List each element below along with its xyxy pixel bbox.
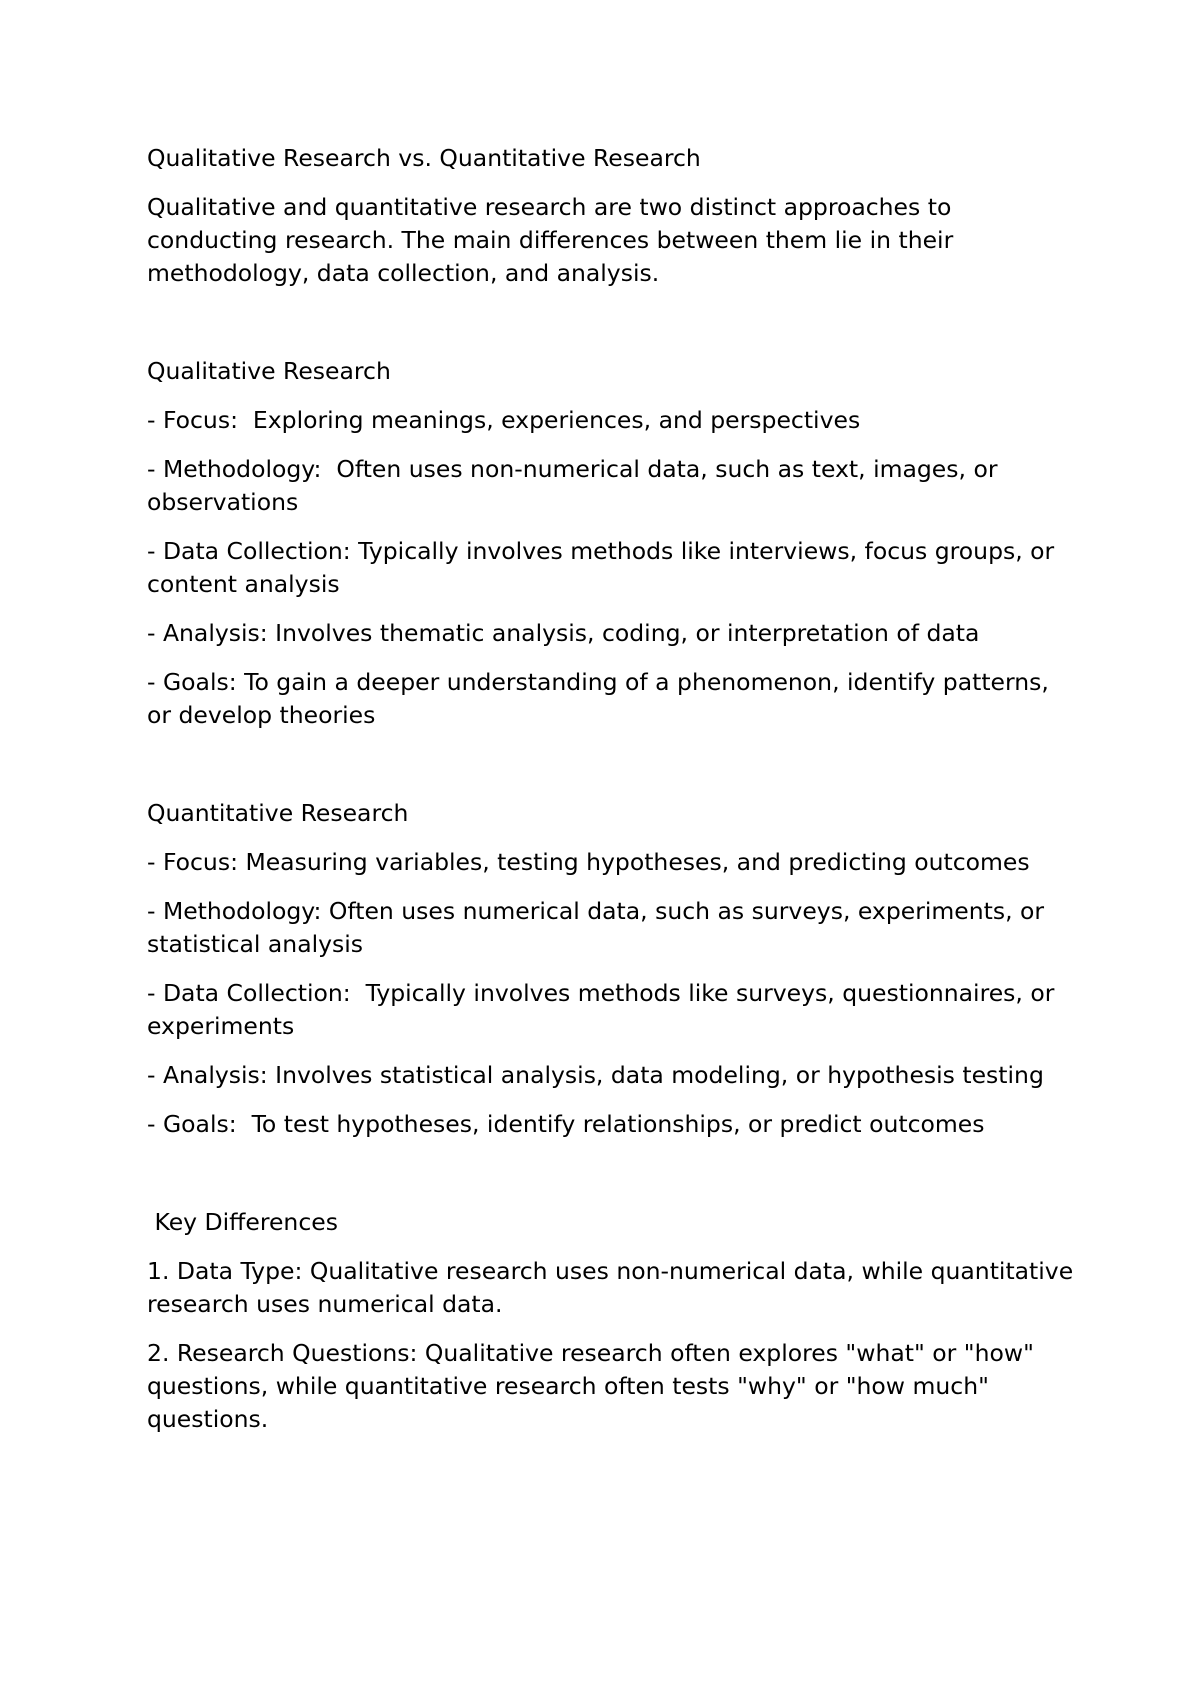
qualitative-methodology: - Methodology: Often uses non-numerical data, such as text, images, or observations — [147, 455, 1005, 516]
quantitative-analysis: - Analysis: Involves statistical analysis, data modeling, or hypothesis testing — [147, 1061, 1044, 1089]
quantitative-heading: Quantitative Research — [147, 799, 409, 827]
differences-heading: Key Differences — [147, 1208, 338, 1236]
quantitative-goals: - Goals: To test hypotheses, identify relationships, or predict outcomes — [147, 1110, 985, 1138]
document-page — [147, 142, 1081, 1452]
spacer — [147, 306, 1077, 355]
quantitative-methodology: - Methodology: Often uses numerical data, such as surveys, experiments, or statistical analysis — [147, 897, 1052, 958]
difference-data-type: 1. Data Type: Qualitative research uses non-numerical data, while quantitative research uses numerical data. — [147, 1257, 1081, 1318]
document-title: Qualitative Research vs. Quantitative Research — [147, 144, 701, 172]
qualitative-heading: Qualitative Research — [147, 357, 391, 385]
qualitative-data-collection: - Data Collection: Typically involves methods like interviews, focus groups, or content analysis — [147, 537, 1062, 598]
quantitative-data-collection: - Data Collection: Typically involves methods like surveys, questionnaires, or experiments — [147, 979, 1062, 1040]
qualitative-analysis: - Analysis: Involves thematic analysis, coding, or interpretation of data — [147, 619, 980, 647]
quantitative-focus: - Focus: Measuring variables, testing hypotheses, and predicting outcomes — [147, 848, 1030, 876]
difference-research-questions: 2. Research Questions: Qualitative research often explores "what" or "how" questions, while quantitative research often tests "why" or "how much" questions. — [147, 1339, 1042, 1433]
intro-paragraph: Qualitative and quantitative research are two distinct approaches to conducting research. The main differences between them lie in their methodology, data collection, and analysis. — [147, 193, 961, 287]
qualitative-focus: - Focus: Exploring meanings, experiences, and perspectives — [147, 406, 861, 434]
spacer — [147, 1157, 1077, 1206]
spacer — [147, 748, 1077, 797]
qualitative-goals: - Goals: To gain a deeper understanding of a phenomenon, identify patterns, or develop theories — [147, 668, 1057, 729]
